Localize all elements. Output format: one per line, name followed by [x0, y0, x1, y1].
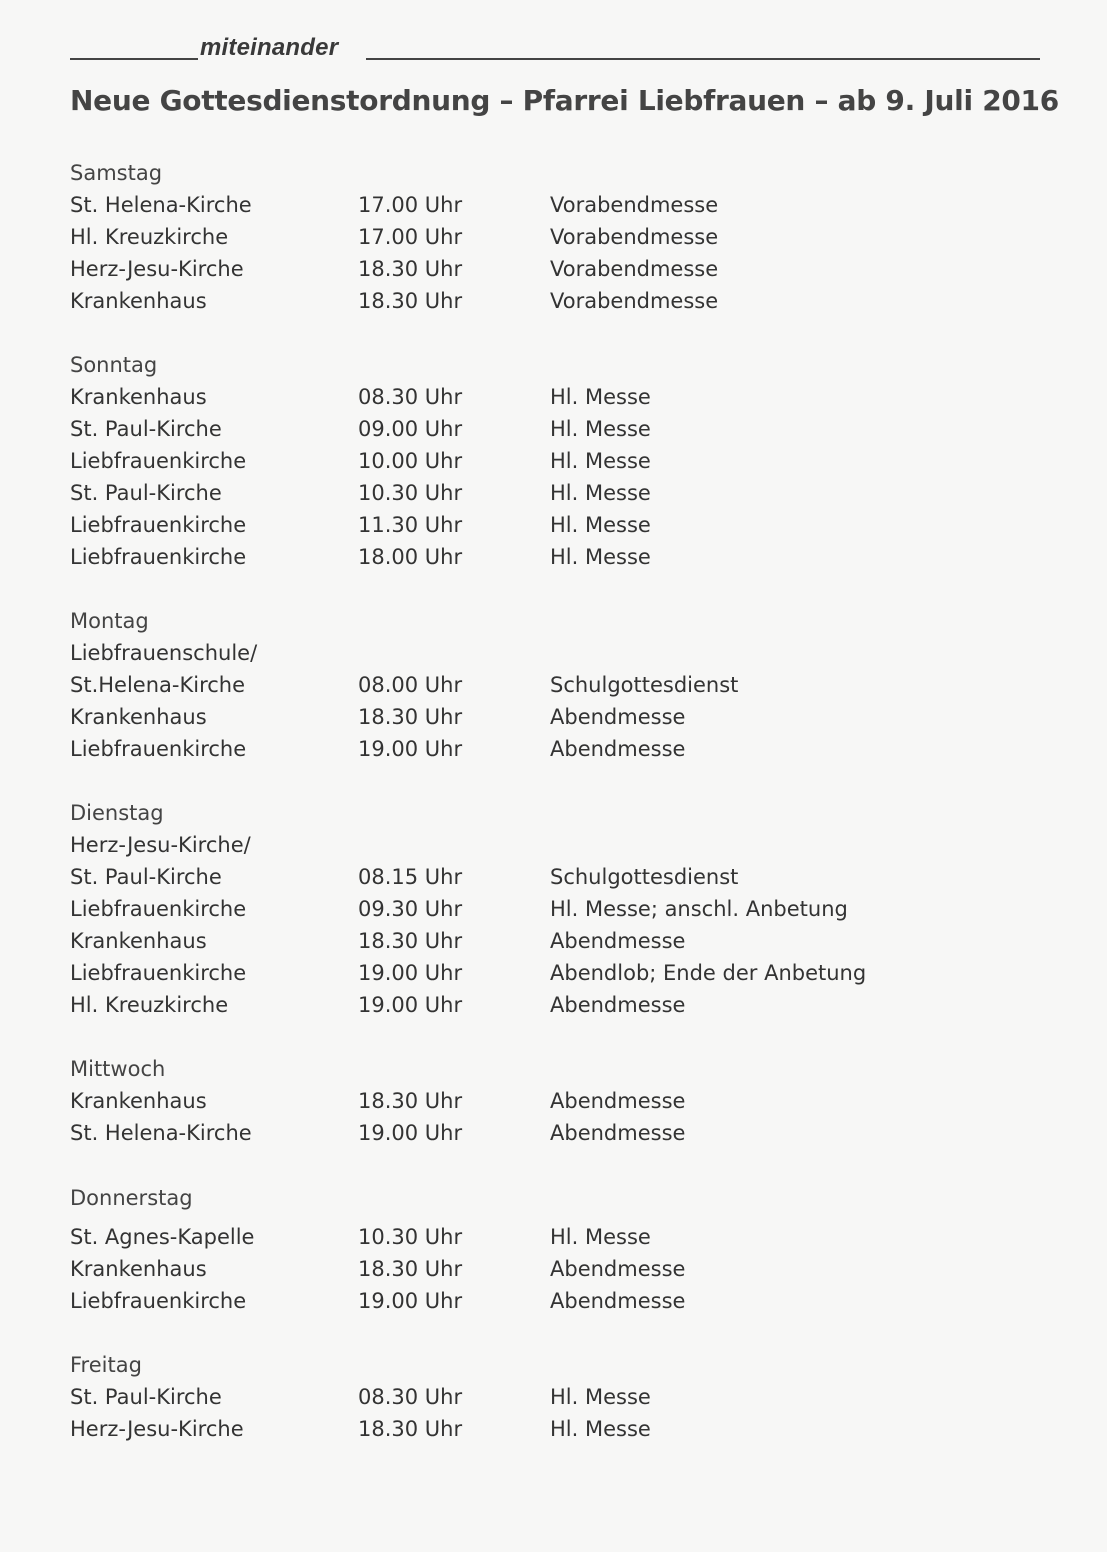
header-rule-left — [70, 58, 198, 60]
service-time: 10.30 Uhr — [358, 481, 463, 505]
service-place: Hl. Kreuzkirche — [70, 225, 229, 249]
service-time: 08.30 Uhr — [358, 385, 463, 409]
service-service: Abendmesse — [550, 705, 686, 729]
service-place: Krankenhaus — [70, 385, 207, 409]
service-place: St. Paul-Kirche — [70, 481, 222, 505]
service-place: Liebfrauenkirche — [70, 513, 247, 537]
service-service: Vorabendmesse — [550, 289, 719, 313]
service-place: St. Paul-Kirche — [70, 865, 222, 889]
service-place: Liebfrauenkirche — [70, 545, 247, 569]
service-service: Abendmesse — [550, 1121, 686, 1145]
service-time: 18.30 Uhr — [358, 1417, 463, 1441]
service-service: Hl. Messe — [550, 481, 651, 505]
service-time: 10.30 Uhr — [358, 1225, 463, 1249]
service-time: 18.00 Uhr — [358, 545, 463, 569]
service-time: 19.00 Uhr — [358, 1121, 463, 1145]
service-service: Abendmesse — [550, 737, 686, 761]
service-place: Liebfrauenkirche — [70, 897, 247, 921]
service-time: 18.30 Uhr — [358, 705, 463, 729]
service-service: Abendmesse — [550, 1289, 686, 1313]
service-service: Vorabendmesse — [550, 257, 719, 281]
service-place: Herz-Jesu-Kirche/ — [70, 833, 251, 857]
service-time: 19.00 Uhr — [358, 993, 463, 1017]
service-place: St.Helena-Kirche — [70, 673, 246, 697]
service-place: St. Agnes-Kapelle — [70, 1225, 255, 1249]
service-place: Krankenhaus — [70, 289, 207, 313]
service-time: 19.00 Uhr — [358, 737, 463, 761]
service-place: Liebfrauenkirche — [70, 449, 247, 473]
service-place: Krankenhaus — [70, 929, 207, 953]
service-time: 19.00 Uhr — [358, 1289, 463, 1313]
service-place: Herz-Jesu-Kirche — [70, 257, 244, 281]
day-heading: Mittwoch — [70, 1057, 166, 1081]
service-service: Schulgottesdienst — [550, 673, 739, 697]
service-place: Liebfrauenkirche — [70, 737, 247, 761]
service-time: 19.00 Uhr — [358, 961, 463, 985]
service-time: 10.00 Uhr — [358, 449, 463, 473]
service-service: Abendmesse — [550, 1257, 686, 1281]
service-service: Hl. Messe — [550, 513, 651, 537]
service-time: 18.30 Uhr — [358, 257, 463, 281]
service-service: Hl. Messe — [550, 385, 651, 409]
service-time: 18.30 Uhr — [358, 289, 463, 313]
service-place: Krankenhaus — [70, 705, 207, 729]
service-service: Abendmesse — [550, 929, 686, 953]
service-service: Hl. Messe — [550, 449, 651, 473]
service-service: Hl. Messe — [550, 1417, 651, 1441]
service-place: St. Paul-Kirche — [70, 417, 222, 441]
service-service: Hl. Messe; anschl. Anbetung — [550, 897, 848, 921]
service-time: 18.30 Uhr — [358, 929, 463, 953]
service-place: Hl. Kreuzkirche — [70, 993, 229, 1017]
service-service: Abendmesse — [550, 993, 686, 1017]
service-place: Liebfrauenkirche — [70, 1289, 247, 1313]
newsletter-brand: miteinander — [200, 34, 339, 61]
page-title: Neue Gottesdienstordnung – Pfarrei Liebfrauen – ab 9. Juli 2016 — [70, 84, 1059, 117]
service-time: 18.30 Uhr — [358, 1257, 463, 1281]
service-time: 17.00 Uhr — [358, 225, 463, 249]
day-heading: Freitag — [70, 1353, 142, 1377]
service-service: Hl. Messe — [550, 1225, 651, 1249]
service-service: Vorabendmesse — [550, 225, 719, 249]
service-place: Krankenhaus — [70, 1257, 207, 1281]
day-heading: Samstag — [70, 161, 163, 185]
service-time: 08.00 Uhr — [358, 673, 463, 697]
service-time: 09.00 Uhr — [358, 417, 463, 441]
service-place: Krankenhaus — [70, 1089, 207, 1113]
service-time: 18.30 Uhr — [358, 1089, 463, 1113]
service-place: Liebfrauenkirche — [70, 961, 247, 985]
service-service: Hl. Messe — [550, 545, 651, 569]
day-heading: Montag — [70, 609, 149, 633]
service-time: 09.30 Uhr — [358, 897, 463, 921]
day-heading: Donnerstag — [70, 1186, 193, 1210]
service-service: Abendlob; Ende der Anbetung — [550, 961, 867, 985]
service-service: Hl. Messe — [550, 1385, 651, 1409]
service-place: St. Helena-Kirche — [70, 1121, 252, 1145]
service-place: Liebfrauenschule/ — [70, 641, 258, 665]
service-time: 08.15 Uhr — [358, 865, 463, 889]
service-time: 11.30 Uhr — [358, 513, 463, 537]
service-place: St. Paul-Kirche — [70, 1385, 222, 1409]
service-time: 17.00 Uhr — [358, 193, 463, 217]
service-service: Hl. Messe — [550, 417, 651, 441]
service-place: Herz-Jesu-Kirche — [70, 1417, 244, 1441]
service-time: 08.30 Uhr — [358, 1385, 463, 1409]
header-rule-right — [366, 58, 1040, 60]
day-heading: Sonntag — [70, 353, 158, 377]
service-service: Schulgottesdienst — [550, 865, 739, 889]
service-service: Abendmesse — [550, 1089, 686, 1113]
day-heading: Dienstag — [70, 801, 164, 825]
service-place: St. Helena-Kirche — [70, 193, 252, 217]
service-service: Vorabendmesse — [550, 193, 719, 217]
page-header — [70, 36, 1040, 66]
